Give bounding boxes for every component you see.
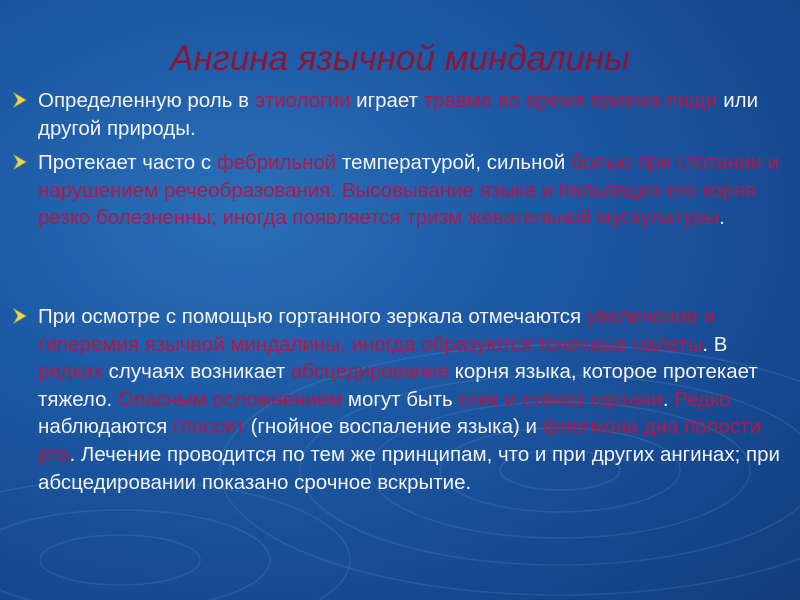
highlighted-text: флегмона дна полости рта	[38, 415, 761, 466]
text-segment: или другой природы.	[38, 89, 759, 140]
highlighted-text: Опасным осложнением	[117, 387, 343, 411]
text-segment: температурой, сильной	[336, 151, 571, 174]
highlighted-text: увеличение и гиперемия язычной миндалины, иногда образуются точечные налеты	[38, 305, 716, 356]
highlighted-text: болью при глотании и нарушением речеобразования. Высовывание языка и пальпация его корня резко болезненны; иногда появляется тризм жевательной мускулатуры	[38, 151, 780, 230]
text-segment: играет	[350, 89, 424, 112]
text-segment: могут быть	[342, 387, 459, 411]
text-segment: При осмотре с помощью гортанного зеркала отмечаются	[38, 305, 587, 328]
text-segment: Протекает часто с	[38, 151, 217, 174]
highlighted-text: глоссит	[172, 415, 245, 439]
text-segment: Определенную роль в	[38, 89, 255, 112]
text-segment: . Лечение проводится по тем же принципам, что и при других ангинах; при абсцедировании показано срочное вскрытие.	[38, 442, 780, 494]
text-segment: . В	[702, 332, 728, 356]
bullet-item	[12, 303, 782, 496]
bullet-item	[12, 149, 782, 232]
highlighted-text: этиологии	[254, 89, 351, 112]
highlighted-text: фебрильной	[216, 151, 337, 174]
arrow-bullet-icon	[12, 90, 34, 110]
text-segment: .	[719, 206, 725, 230]
slide-title: Ангина язычной миндалины	[170, 39, 630, 78]
bullet-text	[38, 149, 782, 232]
bullet-text	[38, 303, 782, 496]
highlighted-text: травма во время приема пищи	[423, 89, 718, 112]
bullet-text	[38, 87, 782, 142]
bullet-item	[12, 87, 782, 142]
arrow-bullet-icon	[12, 306, 34, 326]
highlighted-text: абсцедирование	[290, 360, 449, 384]
text-segment: .	[662, 387, 675, 411]
highlighted-text: редких	[38, 360, 103, 384]
highlighted-text: отек и стеноз гортани	[458, 387, 663, 411]
text-segment: наблюдаются	[38, 415, 173, 439]
text-segment: корня языка, которое протекает тяжело.	[38, 360, 758, 411]
text-segment: (гнойное воспаление языка) и	[244, 415, 543, 439]
text-segment: случаях возникает	[102, 360, 291, 384]
highlighted-text: Редко	[674, 387, 731, 411]
arrow-bullet-icon	[12, 152, 34, 172]
